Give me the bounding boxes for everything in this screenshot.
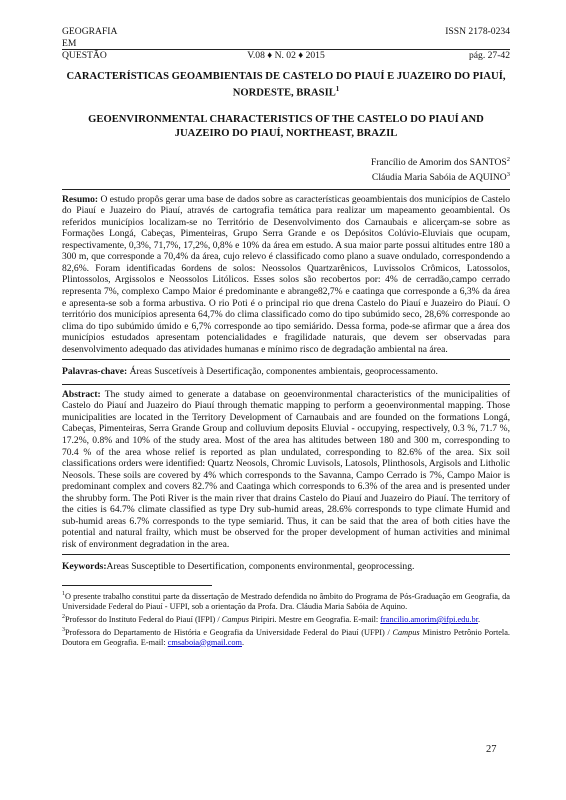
keywords-label: Keywords: xyxy=(62,561,107,573)
footnote-italic: Campus xyxy=(392,627,420,637)
footnote-mark: 2 xyxy=(62,613,65,620)
journal-header xyxy=(62,26,510,62)
abstract-label: Abstract: xyxy=(62,388,101,400)
footnote-text: . xyxy=(478,614,481,624)
author-footnote-mark: 3 xyxy=(506,170,510,178)
footnote-mark: 3 xyxy=(62,626,65,633)
title-english: GEOENVIRONMENTAL CHARACTERISTICS OF THE CASTELO DO PIAUÍ AND JUAZEIRO DO PIAUÍ, NORTHEAST, BRAZIL xyxy=(88,114,484,139)
footnote-italic: Campus xyxy=(221,614,249,624)
section-divider xyxy=(62,359,510,360)
resumo xyxy=(62,194,510,356)
author xyxy=(62,154,510,169)
footnote xyxy=(62,589,510,612)
footnote-divider xyxy=(62,585,212,586)
section-divider xyxy=(62,554,510,555)
journal-name: GEOGRAFIA xyxy=(62,26,118,37)
resumo-label: Resumo: xyxy=(62,193,99,205)
paper-page xyxy=(62,26,510,648)
page-range: pág. 27-42 xyxy=(468,50,510,61)
section-divider xyxy=(62,384,510,385)
palavras-chave xyxy=(62,366,510,378)
author-list xyxy=(62,154,510,184)
volume-info: V.08 ♦ N. 02 ♦ 2015 xyxy=(247,50,325,61)
author-name: Cláudia Maria Sabóia de AQUINO xyxy=(371,172,507,183)
footnote-text: Professora do Departamento de História e Geografia da Universidade Federal do Piauí (UFPI) / xyxy=(65,627,393,637)
journal-name-line2: EM xyxy=(62,37,77,49)
footnote-text: O presente trabalho constitui parte da dissertação de Mestrado defendida no âmbito do Programa de Pós-Graduação em Geografia, da Universidade Federal do Piauí - UFPI, sob a orientação da Profa. Dra. Cláudia Maria Sabóia de Aquino. xyxy=(62,591,510,611)
author-footnote-mark: 2 xyxy=(506,156,510,164)
keywords xyxy=(62,561,510,573)
footnote-text: . xyxy=(241,637,245,647)
abstract xyxy=(62,389,510,551)
footnote-mark: 1 xyxy=(62,591,65,597)
footnote-text: Piripiri. Mestre em Geografia. E-mail: xyxy=(248,614,381,624)
journal-name-line3: QUESTÃO xyxy=(62,50,107,61)
footnote xyxy=(62,625,510,648)
page-number: 27 xyxy=(486,744,497,755)
section-divider xyxy=(62,189,510,190)
issn: ISSN 2178-0234 xyxy=(445,26,510,37)
footnote-text: Professor do Instituto Federal do Piauí (IFPI) / xyxy=(65,614,222,624)
title-portuguese xyxy=(62,70,510,101)
email-link[interactable]: francilio.amorim@ifpi.edu.br xyxy=(380,614,478,624)
abstract-text: The study aimed to generate a database on geoenvironmental characteristics of the municipalities of Castelo do Piauí and Juazeiro do Piauí through thematic mapping to perform a geoenvironmental mapping. Those municipalities are located in the Territory Development of Carnaubais and are founded on the formations Longá, Cabeças, Pimenteiras, Serra Grande Group and colluvium deposits Eluvial - occupying, respectively, 0.3 %, 71.7 %, 17.2%, 0.8% and 10% of the study area. Most of the area has altitudes between 180 and 300 m, corresponding to 70.4 % of the area whose relief is reported as plan undulated, corresponding to 82.6% of the area. Six soil classifications orders were identified: Quartz Neosols, Chromic Luvisols, Latosols, Plinthosols, Argisols and Litholic Neosols. These soils are covered by 4% which corresponds to the Savanna, Campo Cerrado is 7%, Campo Maior is predominant complex and covers 82.7% and Caatinga which corresponds to 6.3% of the area and is presented under the shrubby form. The Poti River is the main river that drains Castelo do Piauí and Juazeiro do Piauí. The territory of the cities is 64.7% climate classified as type Dry sub-humid areas, 28.6% corresponds to type climate Humid and sub-humid areas 6.7% corresponds to the type semiarid. Thus, it can be said that the area of both cities have the potential and natural frailty, which must be observed for the proper development of human activities and minimal risk of environment degradation in the area. xyxy=(62,388,510,550)
resumo-text: O estudo propôs gerar uma base de dados sobre as características geoambientais dos municípios de Castelo do Piauí e Juazeiro do Piauí, através de cartografia temática para realizar um mapeamento geoambiental. Os referidos municípios localizam-se no Território de Desenvolvimento dos Carnaubais e alicerçam-se sobre as Formações Longá, Cabeças, Pimenteiras, Grupo Serra Grande e os Depósitos Colúvio-Eluviais que ocupam, respectivamente, 0,3%, 71,7%, 17,2%, 0,8% e 10% da área em estudo. A sua maior parte possui altitudes entre 180 a 300 m, que corresponde a 70,4% da área, cujo relevo é classificado como plano a suave ondulado, correspondendo a 82,6%. Foram identificadas 6ordens de solos: Neossolos Quartzarênicos, Luvissolos Crômicos, Latossolos, Plintossolos, Argissolos e Neossolos Litólicos. Esses solos são recobertos por: 4% de cerradão,campo cerrado representa 7%, complexo Campo Maior é predominante e abrange82,7% e caatinga que corresponde a 6,3% da área e apresenta-se sob a forma arbustiva. O rio Poti é o principal rio que drena Castelo do Piauí e Juazeiro do Piauí. O território dos municípios apresenta 64,7% do clima classificado como do tipo subúmido seco, 28,6% corresponde ao clima do tipo subúmido úmido e 6,7% corresponde ao tipo semiárido. Dessa forma, pode-se afirmar que a área dos municípios estudados apresentam potencialidades e fragilidade naturais, que devem ser observadas para desenvolvimento adequado das atividades humanas e mínimo risco de degradação ambiental na área. xyxy=(62,193,510,355)
palavras-chave-label: Palavras-chave: xyxy=(62,366,128,378)
keywords-text: Areas Susceptible to Desertification, components environmental, geoprocessing. xyxy=(106,561,415,573)
email-link[interactable]: cmsaboia@gmail.com xyxy=(167,637,242,647)
title-pt-text: CARACTERÍSTICAS GEOAMBIENTAIS DE CASTELO DO PIAUÍ E JUAZEIRO DO PIAUÍ, NORDESTE, BRASIL xyxy=(66,70,506,99)
footnote xyxy=(62,612,510,625)
palavras-chave-text: Áreas Suscetíveis à Desertificação, componentes ambientais, geoprocessamento. xyxy=(127,366,438,378)
author xyxy=(62,169,510,184)
footnote-text: Ministro Petrônio Portela. Doutora em Geografia. E-mail: xyxy=(62,627,510,647)
title-footnote-mark: 1 xyxy=(335,85,340,93)
author-name: Francílio de Amorim dos SANTOS xyxy=(371,157,507,169)
